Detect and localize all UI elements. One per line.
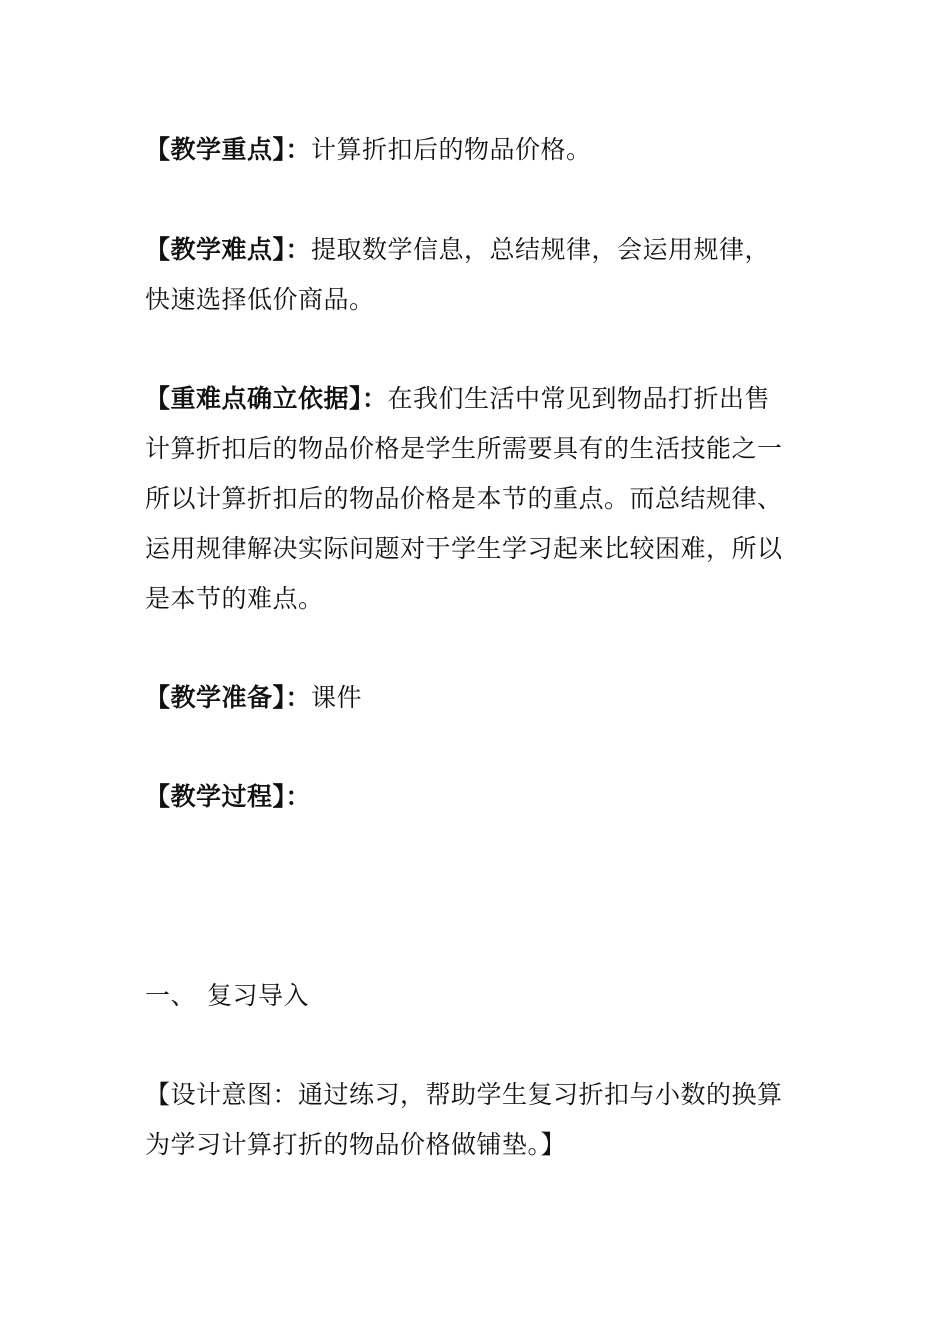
process-line bbox=[145, 772, 815, 822]
design-intent-text-1: 【设计意图：通过练习，帮助学生复习折扣与小数的换算 bbox=[145, 1080, 783, 1109]
basis-separator: ： bbox=[362, 384, 388, 413]
preparation-label: 【教学准备】 bbox=[145, 683, 286, 712]
basis-text-1: 在我们生活中常见到物品打折出售 bbox=[387, 384, 771, 413]
key-points-text: 计算折扣后的物品价格。 bbox=[311, 135, 592, 164]
process-separator: ： bbox=[285, 782, 312, 811]
difficult-points-text-1: 提取数学信息，总结规律，会运用规律， bbox=[311, 235, 771, 264]
preparation-text: 课件 bbox=[311, 683, 363, 712]
key-points-separator: ： bbox=[285, 135, 312, 164]
difficult-points-separator: ： bbox=[285, 235, 312, 264]
basis-text-5: 是本节的难点。 bbox=[145, 584, 324, 613]
basis-line-2 bbox=[145, 424, 815, 474]
process-label: 【教学过程】 bbox=[145, 782, 286, 811]
section-one-number: 一、 bbox=[145, 981, 197, 1010]
basis-line-1 bbox=[145, 374, 815, 424]
design-intent-line-2 bbox=[145, 1120, 815, 1170]
difficult-points-text-2: 快速选择低价商品。 bbox=[145, 285, 375, 314]
basis-line-3 bbox=[145, 474, 815, 524]
design-intent-line-1 bbox=[145, 1070, 815, 1120]
preparation-line bbox=[145, 673, 815, 723]
key-points-label: 【教学重点】 bbox=[145, 135, 286, 164]
basis-line-5 bbox=[145, 574, 815, 624]
basis-label: 【重难点确立依据】 bbox=[145, 384, 363, 413]
basis-text-2: 计算折扣后的物品价格是学生所需要具有的生活技能之一 bbox=[145, 434, 783, 463]
basis-text-3: 所以计算折扣后的物品价格是本节的重点。而总结规律、 bbox=[145, 484, 783, 513]
difficult-points-line-2 bbox=[145, 275, 815, 325]
section-one-heading bbox=[145, 971, 815, 1021]
difficult-points-label: 【教学难点】 bbox=[145, 235, 286, 264]
key-points-line bbox=[145, 125, 815, 175]
design-intent-text-2: 为学习计算打折的物品价格做铺垫。】 bbox=[145, 1130, 567, 1159]
difficult-points-line-1 bbox=[145, 225, 815, 275]
basis-line-4 bbox=[145, 524, 815, 574]
basis-text-4: 运用规律解决实际问题对于学生学习起来比较困难，所以 bbox=[145, 534, 783, 563]
preparation-separator: ： bbox=[285, 683, 312, 712]
section-one-title: 复习导入 bbox=[207, 981, 310, 1010]
